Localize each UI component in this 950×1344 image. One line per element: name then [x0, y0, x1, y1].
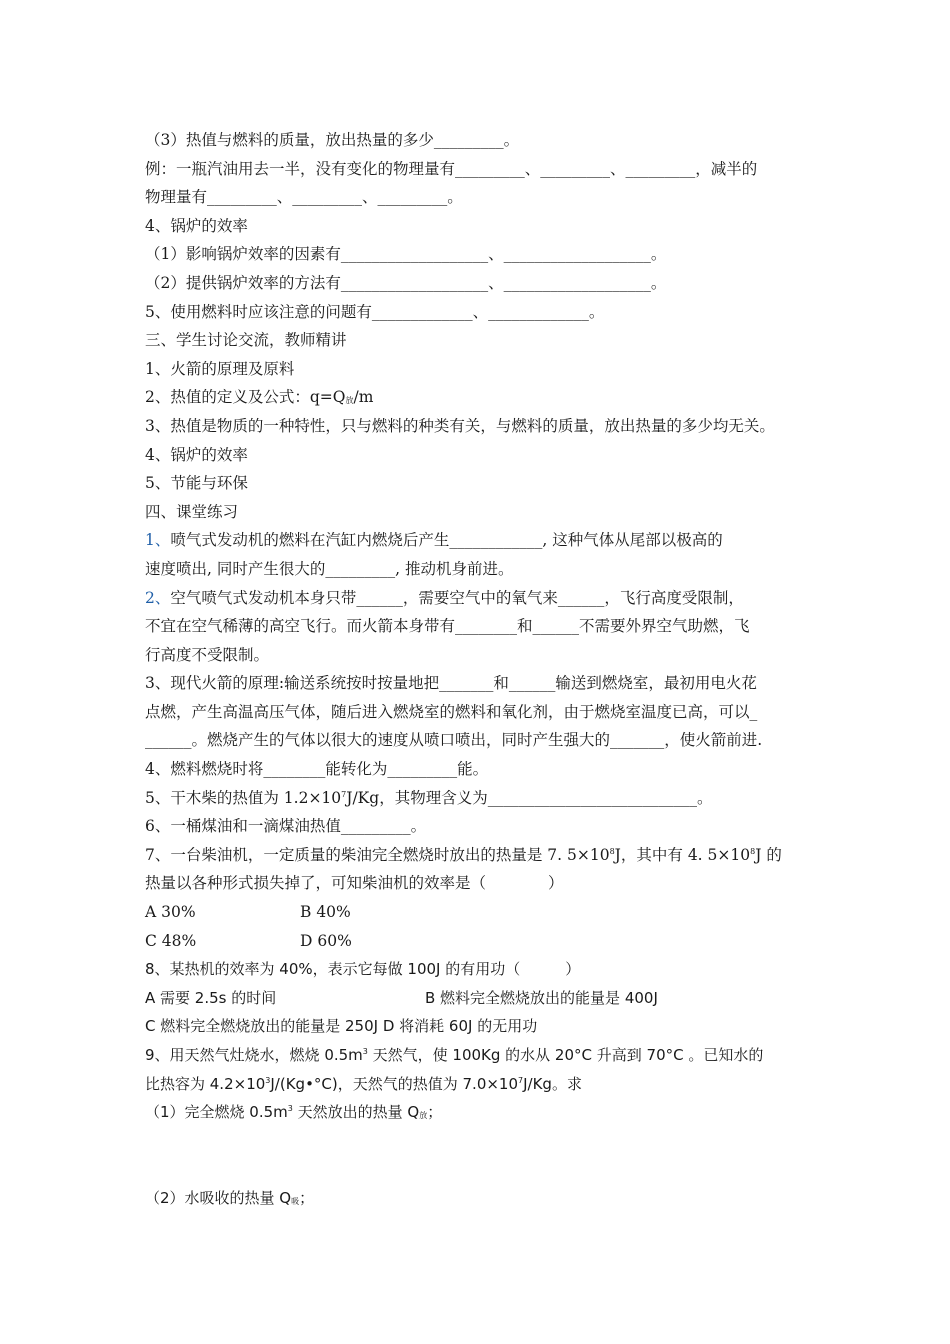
options-line: [145, 927, 825, 956]
question-text: 喷气式发动机的燃料在汽缸内燃烧后产生____________, 这种气体从尾部以极高的: [170, 531, 723, 550]
question-line: [145, 1098, 825, 1127]
text-line: 1、火箭的原理及原料: [145, 359, 295, 378]
question-text: （1）完全燃烧 0.5m: [145, 1103, 288, 1122]
text-line: 点燃，产生高温高压气体，随后进入燃烧室的燃料和氧化剂，由于燃烧室温度已高，可以_: [145, 702, 758, 721]
text-line: （1）影响锅炉效率的因素有___________________、___________________。: [145, 245, 667, 264]
option-d: D 60%: [300, 931, 352, 950]
worksheet-page: [145, 126, 825, 1212]
text-line: 5、节能与环保: [145, 474, 248, 493]
section-heading: 四、课堂练习: [145, 502, 239, 521]
question-text: J/(Kg•°C)，天然气的热值为 7.0×10: [270, 1074, 519, 1093]
section-heading: 4、锅炉的效率: [145, 216, 248, 235]
option-c: C 48%: [145, 931, 197, 950]
superscript: 3: [265, 1075, 271, 1085]
text-line: 5、使用燃料时应该注意的问题有_____________、_____________。: [145, 302, 605, 321]
question-line: [145, 841, 825, 870]
question-text: （2）水吸收的热量 Q: [145, 1188, 292, 1207]
superscript: 7: [518, 1075, 524, 1085]
text-line: 物理量有_________、_________、_________。: [145, 188, 463, 207]
option-b: B 燃料完全燃烧放出的能量是 400J: [425, 988, 658, 1007]
question-text: ；: [299, 1188, 315, 1207]
formula-line: [145, 383, 825, 412]
subscript: 吸: [291, 1196, 300, 1206]
subscript: 放: [419, 1111, 428, 1121]
question-text: 比热容为 4.2×10: [145, 1074, 266, 1093]
text-line: 3、热值是物质的一种特性，只与燃料的种类有关，与燃料的质量，放出热量的多少均无关。: [145, 416, 775, 435]
options-line: C 燃料完全燃烧放出的能量是 250J D 将消耗 60J 的无用功: [145, 1017, 538, 1036]
text-line: 不宜在空气稀薄的高空飞行。而火箭本身带有________和______不需要外界空气助燃，飞: [145, 617, 750, 636]
text-line: 例：一瓶汽油用去一半，没有变化的物理量有_________、_________、_________，减半的: [145, 159, 758, 178]
text-line: 8、某热机的效率为 40%，表示它每做 100J 的有用功（ ）: [145, 960, 581, 979]
options-line: [145, 984, 825, 1013]
superscript: 8: [750, 846, 756, 856]
text-line: 热量以各种形式损失掉了，可知柴油机的效率是（ ）: [145, 874, 564, 893]
text-line: 4、锅炉的效率: [145, 445, 248, 464]
formula-text: 2、热值的定义及公式：q=Q: [145, 388, 346, 407]
question-text: ；: [427, 1103, 443, 1122]
text-line: 4、燃料燃烧时将________能转化为_________能。: [145, 760, 489, 779]
question-line: [145, 1070, 825, 1099]
formula-text: /m: [353, 388, 374, 407]
question-line: [145, 584, 825, 613]
section-heading: 三、学生讨论交流，教师精讲: [145, 331, 347, 350]
question-text: J/Kg。求: [523, 1074, 582, 1093]
option-a: A 30%: [145, 903, 196, 922]
question-text: J 的: [755, 845, 782, 864]
question-text: 7、一台柴油机，一定质量的柴油完全燃烧时放出的热量是 7. 5×10: [145, 845, 610, 864]
question-text: 5、干木柴的热值为 1.2×10: [145, 788, 342, 807]
question-line: [145, 784, 825, 813]
superscript: 8: [609, 846, 615, 856]
question-text: J/Kg，其物理含义为___________________________。: [346, 788, 713, 807]
question-text: 天然气，使 100Kg 的水从 20°C 升高到 70°C 。已知水的: [367, 1046, 764, 1064]
question-text: J，其中有 4. 5×10: [614, 845, 751, 864]
question-text: 空气喷气式发动机本身只带______，需要空气中的氧气来______，飞行高度受限制，: [170, 588, 744, 607]
question-text: 天然放出的热量 Q: [292, 1103, 420, 1122]
text-line: 行高度不受限制。: [145, 645, 270, 664]
text-line: 3、现代火箭的原理:输送系统按时按量地把_______和______输送到燃烧室，最初用电火花: [145, 674, 757, 693]
answer-space: [145, 1127, 825, 1184]
text-line: ______。燃烧产生的气体以很大的速度从喷口喷出，同时产生强大的_______，使火箭前进.: [145, 731, 763, 750]
text-line: （3）热值与燃料的质量，放出热量的多少_________。: [145, 131, 520, 149]
text-line: 速度喷出, 同时产生很大的_________, 推动机身前进。: [145, 559, 514, 578]
question-number: 2、: [145, 588, 171, 607]
text-line: 6、一桶煤油和一滴煤油热值_________。: [145, 817, 427, 836]
question-number: 1、: [145, 531, 171, 550]
question-line: [145, 526, 825, 555]
option-a: A 需要 2.5s 的时间: [145, 988, 277, 1007]
subscript: 放: [345, 396, 354, 406]
superscript: 3: [362, 1047, 368, 1056]
text-line: （2）提供锅炉效率的方法有___________________、___________________。: [145, 273, 667, 292]
question-text: 9、用天然气灶烧水，燃烧 0.5m: [145, 1046, 363, 1064]
options-line: [145, 898, 825, 927]
option-b: B 40%: [300, 903, 351, 922]
superscript: 3: [287, 1104, 293, 1114]
superscript: 7: [341, 789, 347, 799]
question-line: [145, 1041, 825, 1070]
question-line: [145, 1184, 825, 1213]
